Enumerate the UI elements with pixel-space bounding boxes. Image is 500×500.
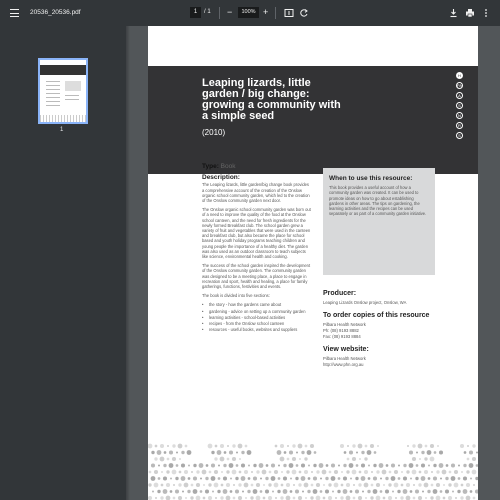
thumbnail-sidebar	[0, 26, 126, 500]
list-item: • the story - how the gardens came about	[202, 302, 312, 307]
order-fax: Fax: (08) 9193 8884	[323, 334, 361, 339]
zoom-level-input[interactable]: 100%	[238, 7, 259, 18]
description-paragraph: The book is divided into five sections:	[202, 293, 270, 299]
producer-text: Leaping Lizards Onslow project, Onslow, WA	[323, 300, 407, 305]
toolbar-divider	[219, 7, 220, 19]
description-paragraph: The success of the school garden inspired the development of the Onslow community garden. The community garden was designed to be a meeting place, a place to engage in recreation and sport, health and healing, a place for family gatherings, functions, festivities and events.	[202, 263, 311, 290]
category-icon: PA	[457, 83, 463, 88]
list-item: • resources - useful books, websites and suppliers	[202, 327, 312, 332]
when-heading: When to use this resource:	[329, 175, 413, 182]
toolbar-divider	[275, 7, 276, 19]
category-icon: A	[456, 92, 463, 99]
menu-icon[interactable]	[10, 9, 19, 17]
order-org: Pilbara Health Network	[323, 322, 366, 327]
website-block	[323, 346, 443, 368]
file-name: 20536_20536.pdf	[30, 9, 81, 16]
order-heading: To order copies of this resource	[323, 312, 430, 319]
left-column	[202, 164, 312, 333]
type-value: Book	[220, 163, 236, 170]
sections-list	[202, 302, 312, 332]
document-title: Leaping lizards, little garden / big change: growing a community with a simple seed	[202, 77, 341, 122]
producer-block	[323, 290, 443, 306]
download-icon[interactable]	[449, 8, 458, 18]
category-icon: R	[456, 122, 463, 129]
sidebar-shadow	[126, 26, 130, 500]
description-paragraph: The Onslow organic school community garden was born out of a need to improve the quality of the food at the Onslow school canteen, and the need for fresh ingredients for the newly formed Breakfast club. The school garden grew a variety of fruit and vegetables that were used in the canteen and breakfast club, but also became the place for school based and youth holiday programs teaching children and young people the importance of a healthy diet. The garden was also used as an outdoor classroom to teach subjects like science, environmental health and cooking.	[202, 207, 311, 260]
thumbnail-page-number: 1	[60, 127, 64, 133]
print-icon[interactable]	[465, 8, 475, 18]
pdf-page	[148, 26, 478, 500]
decorative-dot-pattern	[148, 436, 478, 500]
type-line	[202, 164, 312, 169]
website-url: http://www.phn.org.au	[323, 362, 364, 367]
when-text: This book provides a useful account of how a community garden was created. It can be used to promote ideas on how to go about establishing gardens in other areas. The tips on gardening, the learning activities and the recipes can be used separately or as part of a community garden initiative.	[329, 185, 427, 217]
list-item: • gardening - advice on setting up a community garden	[202, 309, 312, 314]
description-paragraph: The Leaping lizards, little garden/big change book provides a comprehensive account of the creation of the Onslow organic school community garden, which led to the creation of the Onslow community garden next door.	[202, 182, 310, 204]
fit-page-icon[interactable]	[284, 8, 294, 18]
category-icon: S	[456, 102, 463, 109]
producer-heading: Producer:	[323, 290, 357, 297]
list-item: • learning activities - school-based activities	[202, 315, 312, 320]
category-icon: N	[456, 112, 463, 119]
right-column	[323, 290, 443, 374]
zoom-out-button[interactable]: −	[227, 7, 233, 17]
category-icon: H	[456, 72, 463, 79]
website-heading: View website:	[323, 346, 369, 353]
more-vert-icon[interactable]	[484, 8, 488, 18]
page-number-input[interactable]: 1	[190, 7, 201, 18]
category-icons	[456, 72, 466, 142]
type-label: Type:	[202, 163, 219, 170]
rotate-icon[interactable]	[299, 8, 309, 18]
category-icon: S	[456, 132, 463, 139]
order-block	[323, 312, 443, 340]
zoom-in-button[interactable]: +	[263, 7, 269, 17]
list-item: • recipes - from the Onslow school canteen	[202, 321, 312, 326]
order-phone: Ph: (08) 9193 8882	[323, 328, 359, 333]
page-thumbnail[interactable]	[38, 58, 88, 124]
page-total: / 1	[204, 9, 211, 15]
pdf-toolbar	[0, 0, 500, 26]
website-org: Pilbara Health Network	[323, 356, 366, 361]
document-year: (2010)	[202, 128, 226, 137]
when-to-use-box	[323, 168, 435, 275]
description-heading: Description:	[202, 174, 240, 182]
